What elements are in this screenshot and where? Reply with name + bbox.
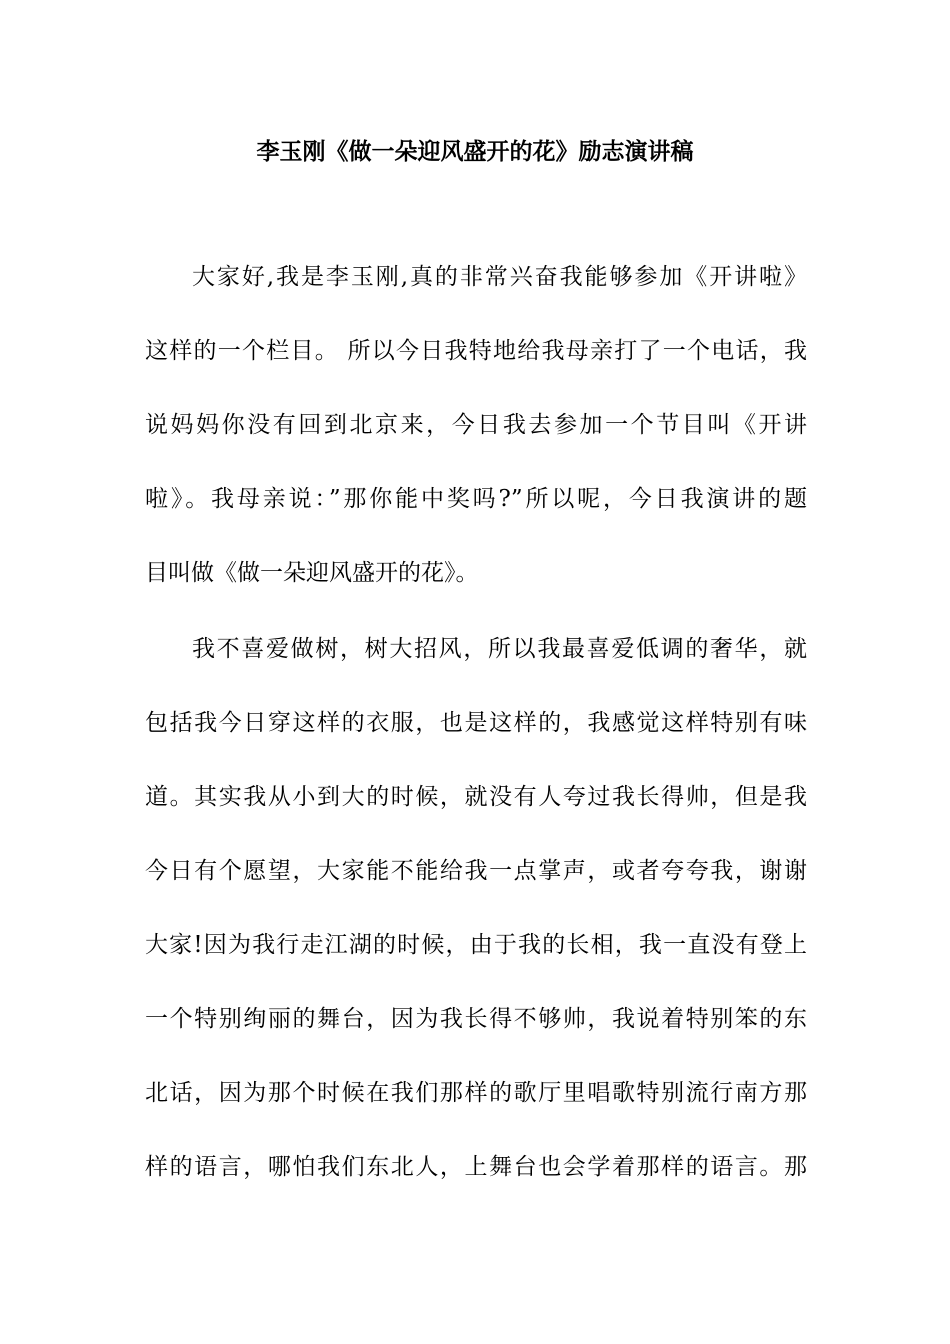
paragraph-2-line-6: 一个特别绚丽的舞台，因为我长得不够帅，我说着特别笨的东 <box>145 1006 807 1032</box>
paragraph-1-line-3: 说妈妈你没有回到北京来，今日我去参加一个节目叫《开讲 <box>145 412 807 438</box>
paragraph-1-line-2: 这样的一个栏目。 所以今日我特地给我母亲打了一个电话，我 <box>145 338 807 364</box>
paragraph-2-line-7: 北话，因为那个时候在我们那样的歌厅里唱歌特别流行南方那 <box>145 1080 807 1106</box>
paragraph-2-line-5: 大家!因为我行走江湖的时候，由于我的长相，我一直没有登上 <box>145 932 807 958</box>
paragraph-1-line-4: 啦》。我母亲说：”那你能中奖吗?”所以呢，今日我演讲的题 <box>145 486 807 512</box>
document-title: 李玉刚《做一朵迎风盛开的花》励志演讲稿 <box>256 139 694 165</box>
paragraph-2-line-8: 样的语言，哪怕我们东北人，上舞台也会学着那样的语言。那 <box>145 1154 807 1180</box>
paragraph-2-line-4: 今日有个愿望，大家能不能给我一点掌声，或者夸夸我，谢谢 <box>145 858 807 884</box>
paragraph-2-line-1: 我不喜爱做树，树大招风，所以我最喜爱低调的奢华，就 <box>192 636 807 662</box>
paragraph-2-line-2: 包括我今日穿这样的衣服，也是这样的，我感觉这样特别有味 <box>145 710 807 736</box>
paragraph-2-line-3: 道。其实我从小到大的时候，就没有人夸过我长得帅，但是我 <box>145 784 807 810</box>
paragraph-1-line-5: 目叫做《做一朵迎风盛开的花》。 <box>145 560 479 586</box>
paragraph-1-line-1: 大家好,我是李玉刚,真的非常兴奋我能够参加《开讲啦》 <box>192 264 807 290</box>
